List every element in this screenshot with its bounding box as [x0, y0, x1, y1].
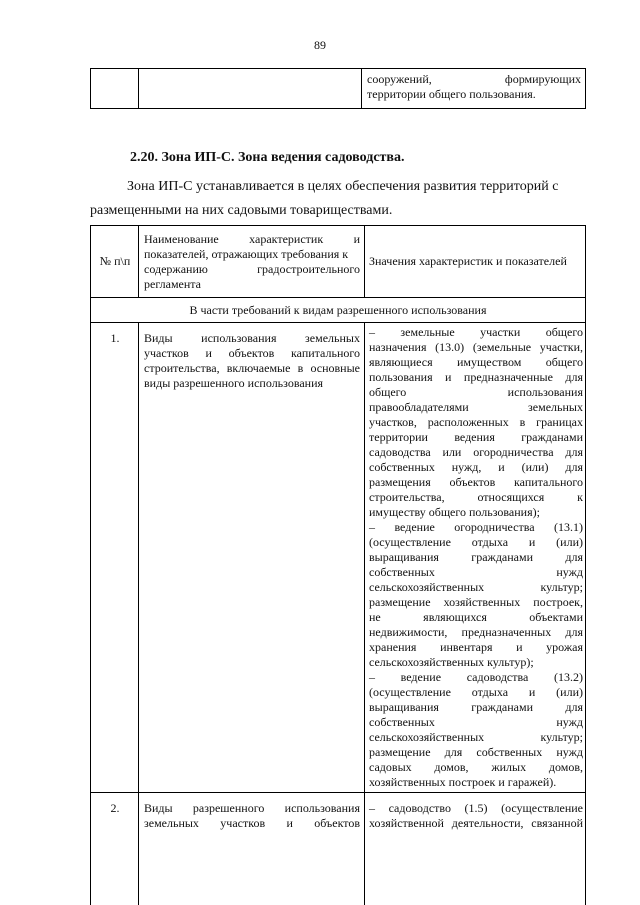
row-1-value-line: – ведение садоводства (13.2) — [369, 670, 583, 684]
row-1-value-line: недвижимости, предназначенных для — [369, 625, 583, 639]
row-1-value-line: сельскохозяйственных культур); — [369, 655, 534, 669]
row-1-value-line: садовых домов, жилых домов, — [369, 760, 583, 774]
row-1-value-line: – земельные участки общего — [369, 325, 583, 339]
row-1-value-line: выращивания гражданами для — [369, 700, 583, 714]
row-1-value-line: территории ведения гражданами — [369, 430, 583, 444]
row-2-num: 2. — [110, 801, 120, 815]
row-1-value-line: не являющихся объектами — [369, 610, 583, 624]
row-1-value-line: собственных нужд — [369, 715, 583, 729]
col-name-header-line: регламента — [144, 277, 202, 291]
row-1-value-line: правообладателями земельных — [369, 400, 583, 414]
row-1-value-line: хранения инвентаря и урожая — [369, 640, 583, 654]
row-1-name-line: участков и объектов капитального — [144, 346, 360, 360]
row-1-value-line: строительства, относящихся к — [369, 490, 583, 504]
top-table-line: территории общего пользования. — [367, 87, 536, 101]
row-2-name-line: земельных участков и объектов — [144, 816, 360, 830]
row-1-name — [144, 331, 360, 391]
row-1-name-line: строительства, включаемые в основные — [144, 361, 360, 375]
row-2-value — [369, 801, 583, 831]
row-1-value-line: собственных нужд — [369, 565, 583, 579]
row-1-value-line: сельскохозяйственных культур; — [369, 580, 583, 594]
row-1-value-line: садоводства или огородничества для — [369, 445, 583, 459]
row-1-value-line: размещение для собственных нужд — [369, 745, 583, 759]
row-1-value-line: являющиеся имуществом общего — [369, 355, 583, 369]
row-1-value-line: пользования и предназначенные для — [369, 370, 583, 384]
row-1-value-line: назначения (13.0) (земельные участки, — [369, 340, 583, 354]
row-2-name — [144, 801, 360, 831]
row-2-name-line: Виды разрешенного использования — [144, 801, 360, 815]
row-1-value-line: – ведение огородничества (13.1) — [369, 520, 583, 534]
intro-line-1: Зона ИП-С устанавливается в целях обеспечения развития территорий с — [127, 179, 559, 194]
row-1-value-line: участков, расположенных в границах — [369, 415, 583, 429]
row-1-value-line: сельскохозяйственных культур; — [369, 730, 583, 744]
row-1-num: 1. — [110, 331, 120, 345]
row-1-value-line: (осуществление отдыха и (или) — [369, 685, 583, 699]
col-name-header-line: содержанию градостроительного — [144, 262, 360, 276]
col-name-header-line: Наименование характеристик и — [144, 232, 360, 246]
row-1-value-line: выращивания гражданами для — [369, 550, 583, 564]
row-1-value-line: (осуществление отдыха и (или) — [369, 535, 583, 549]
row-1-value-line: общего использования — [369, 385, 583, 399]
row-1-name-line: виды разрешенного использования — [144, 376, 324, 390]
col-value-header: Значения характеристик и показателей — [369, 254, 567, 268]
top-table-word: сооружений, — [367, 72, 432, 86]
col-num-header: № п\п — [99, 254, 131, 268]
section-title: 2.20. Зона ИП-С. Зона ведения садоводства. — [130, 150, 405, 165]
intro-line-2: размещенными на них садовыми товариществами. — [90, 203, 393, 218]
top-table-word: формирующих — [504, 72, 581, 86]
row-1-value-line: хозяйственных построек и гаражей). — [369, 775, 557, 789]
row-2-value-line: – садоводство (1.5) (осуществление — [369, 801, 583, 815]
row-1-name-line: Виды использования земельных — [144, 331, 360, 345]
top-table-cell — [367, 72, 581, 102]
col-name-header-line: показателей, отражающих требования к — [144, 247, 349, 261]
page-number: 89 — [314, 38, 326, 52]
row-1-value-line: собственных нужд, и (или) для — [369, 460, 583, 474]
row-2-value-line: хозяйственной деятельности, связанной — [369, 816, 583, 830]
row-1-value-line: имуществу общего пользования); — [369, 505, 540, 519]
row-1-value-line: размещение хозяйственных построек, — [369, 595, 583, 609]
row-1-value-line: размещения объектов капитального — [369, 475, 583, 489]
col-name-header — [144, 232, 360, 292]
row-1-value — [369, 325, 583, 790]
group-row: В части требований к видам разрешенного использования — [189, 303, 487, 317]
